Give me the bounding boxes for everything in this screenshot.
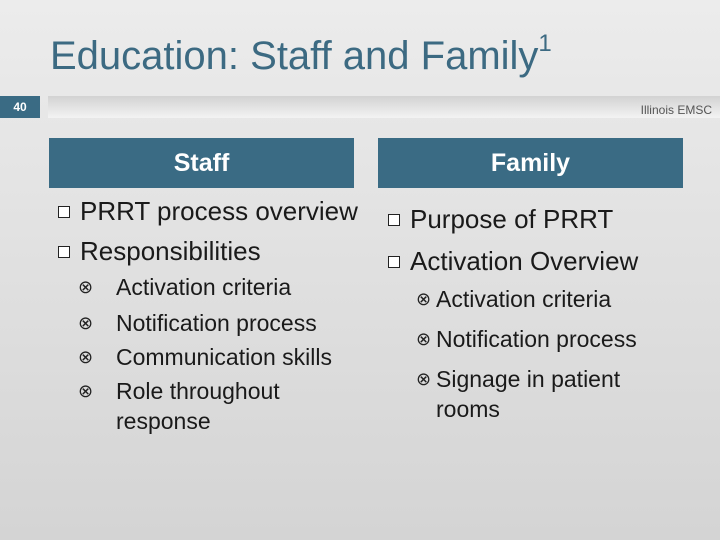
title-footnote-marker: 1 <box>538 30 552 57</box>
staff-subitem <box>58 342 358 372</box>
staff-item <box>58 236 358 266</box>
staff-subitem <box>58 308 358 338</box>
staff-sublist <box>58 272 358 436</box>
compass-bullet-icon: ⊗ <box>416 329 432 349</box>
family-subitem-text: Signage in patient rooms <box>436 366 621 422</box>
family-column <box>388 204 718 434</box>
compass-bullet-icon: ⊗ <box>78 381 94 401</box>
header-band <box>48 96 720 118</box>
family-heading: Family <box>378 138 683 188</box>
checkbox-icon <box>58 246 70 258</box>
compass-bullet-icon: ⊗ <box>416 289 432 309</box>
family-list <box>388 204 718 276</box>
staff-subitem-text: Communication skills <box>116 344 333 370</box>
checkbox-icon <box>58 206 70 218</box>
slide-number-bar <box>0 96 40 118</box>
staff-item-text: Responsibilities <box>80 236 261 266</box>
staff-subitem-text: Activation criteria <box>116 274 292 300</box>
slide-title-text: Education: Staff and Family <box>50 34 539 78</box>
family-subitem <box>388 284 718 314</box>
staff-column <box>58 196 358 436</box>
family-item <box>388 204 718 234</box>
staff-item-text: PRRT process overview <box>80 196 358 226</box>
compass-bullet-icon: ⊗ <box>78 347 94 367</box>
family-item-text: Purpose of PRRT <box>410 204 614 234</box>
family-item <box>388 246 718 276</box>
family-subitem-text: Activation criteria <box>436 286 612 312</box>
staff-list <box>58 196 358 266</box>
slide-number: 40 <box>13 100 27 114</box>
staff-subitem <box>58 376 358 436</box>
family-sublist <box>388 284 718 424</box>
staff-subitem-text: Role throughout response <box>116 378 280 434</box>
staff-heading: Staff <box>49 138 354 188</box>
staff-subitem-text: Notification process <box>116 310 317 336</box>
family-subitem-text: Notification process <box>436 326 637 352</box>
checkbox-icon <box>388 256 400 268</box>
organization-label: Illinois EMSC <box>640 103 712 117</box>
compass-bullet-icon: ⊗ <box>78 277 94 297</box>
compass-bullet-icon: ⊗ <box>78 313 94 333</box>
slide-title <box>50 30 552 79</box>
compass-bullet-icon: ⊗ <box>416 369 432 389</box>
family-item-text: Activation Overview <box>410 246 639 276</box>
checkbox-icon <box>388 214 400 226</box>
family-subitem <box>388 324 718 354</box>
family-subitem <box>388 364 686 424</box>
staff-subitem <box>58 272 358 302</box>
staff-item <box>58 196 358 226</box>
